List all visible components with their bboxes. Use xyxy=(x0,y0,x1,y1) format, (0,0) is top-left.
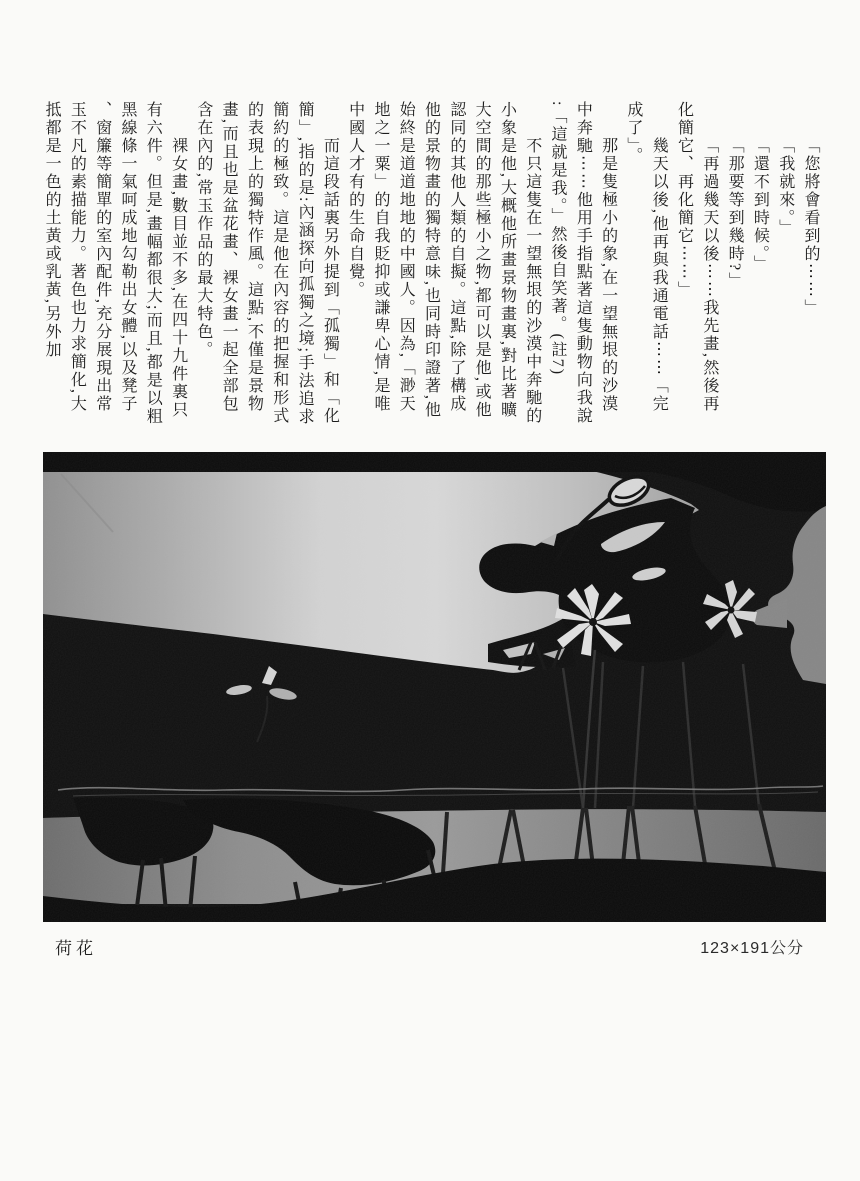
lotus-painting-figure xyxy=(43,452,826,922)
painting-dimensions: 123×191公分 xyxy=(700,939,804,957)
dialogue-line: 「我就來。」 xyxy=(776,137,794,237)
figure-caption-row xyxy=(43,933,826,959)
dialogue-line: 「您將會看到的⋯⋯」 xyxy=(802,137,819,317)
paragraph: 裸女畫,數目並不多,在四十九件裏只有六件。但是,畫幅都很大;而且,都是以粗黑線條一氣呵成地勾勒出女體,以及凳子、窗簾等簡單的室內配件,充分展現出常玉不凡的素描能力。著色也力求簡化,大抵都是一色的土黃或乳黃,另外加 xyxy=(43,101,187,426)
paragraph: 而這段話裏另外提到「孤獨」和「化簡」,指的是:內涵探向孤獨之境;手法追求簡約的極致。這是他在內容的把握和形式的表現上的獨特作風。這點,不僅是景物畫,而且也是盆花畫、裸女畫一起全部包含在內的,常玉作品的最大特色。 xyxy=(194,101,339,426)
vertical-article-text xyxy=(33,101,823,428)
dialogue-line: 「還不到時候。」 xyxy=(751,137,769,273)
paragraph: 不只這隻在一望無垠的沙漠中奔馳的小象是他,大概他所畫景物畫裏,對比著曠大空間的那些極小之物,都可以是他,或他認同的其他人類的自擬。這點,除了構成他的景物畫的獨特意味,也同時印證著,他始終是道道地地的中國人。因為,「渺天地之一粟」的自我貶抑或謙卑心情,是唯中國人才有的生命自覺。 xyxy=(346,101,541,425)
dialogue-line: 「再過幾天以後⋯⋯我先畫,然後再化簡它、再化簡它⋯⋯」 xyxy=(675,101,718,413)
paragraph: 幾天以後,他再與我通電話⋯⋯「完成了」。 xyxy=(624,101,668,413)
lotus-painting-image xyxy=(43,452,826,922)
painting-title: 荷花 xyxy=(55,938,97,958)
dialogue-line: 「那要等到幾時?」 xyxy=(726,137,744,291)
paragraph: 那是隻極小的象,在一望無垠的沙漠中奔馳⋯⋯他用手指點著這隻動物向我說:「這就是我。」然後自笑著。(註7) xyxy=(549,101,617,425)
